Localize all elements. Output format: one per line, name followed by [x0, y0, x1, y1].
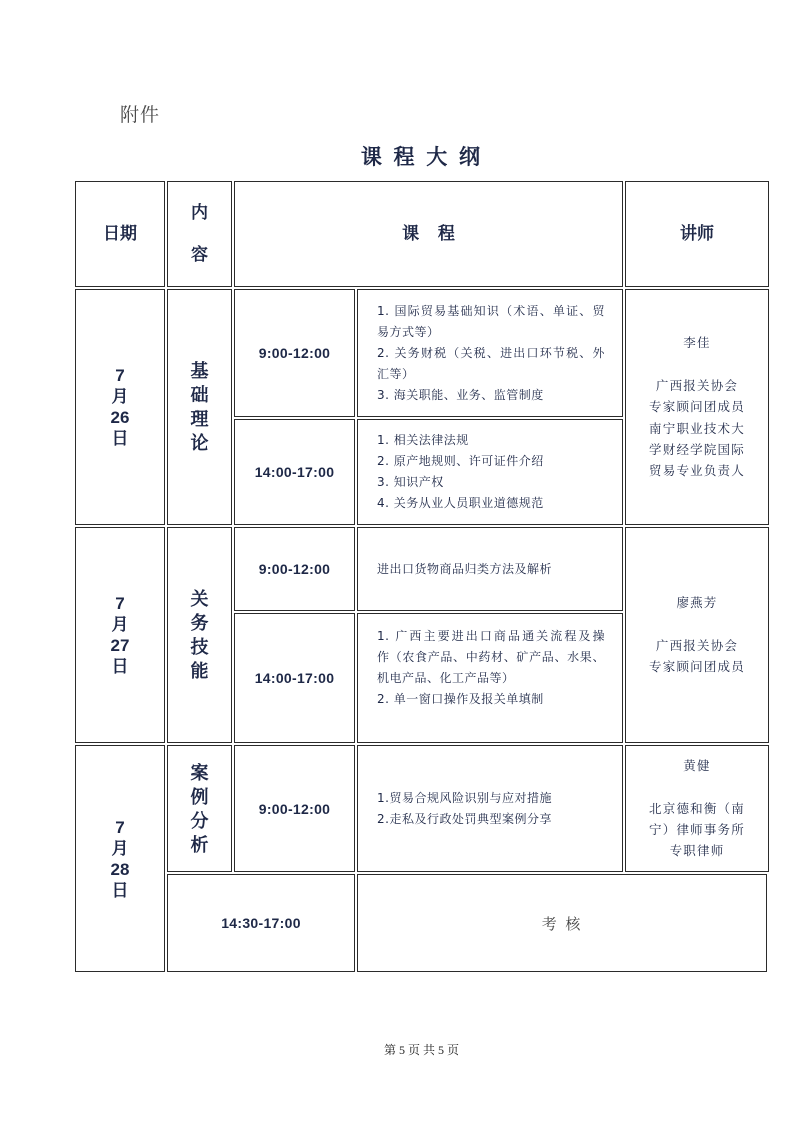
- page-footer: 第 5 页 共 5 页: [383, 1043, 459, 1057]
- lecturer-bio-line: 专家顾问团成员: [649, 659, 745, 675]
- course-line: 机电产品、化工产品等）: [377, 671, 515, 685]
- date-line: 日: [111, 657, 129, 676]
- date-line: 月: [111, 615, 129, 634]
- topic-cell: [167, 527, 232, 743]
- lecturer-cell: [625, 289, 769, 525]
- course-content: [377, 626, 605, 710]
- session-time-cell: [234, 745, 355, 872]
- course-line: 1.贸易合规风险识别与应对措施: [377, 790, 552, 805]
- header-course-cell: [234, 181, 623, 287]
- lecturer-info: [649, 755, 745, 861]
- course-line: 2. 单一窗口操作及报关单填制: [377, 692, 544, 706]
- date-line: 7: [115, 594, 125, 613]
- date-cell: [75, 527, 165, 743]
- date-cell: [75, 289, 165, 525]
- course-cell: [357, 289, 623, 417]
- course-line: 1. 国际贸易基础知识（术语、单证、贸: [377, 303, 605, 318]
- lecturer-bio-line: 南宁职业技术大: [649, 420, 745, 436]
- lecturer-bio-line: 广西报关协会: [655, 378, 739, 394]
- session-time: 14:00-17:00: [254, 464, 335, 480]
- course-line: 4. 关务从业人员职业道德规范: [377, 496, 544, 510]
- topic-label: 关务技能: [190, 589, 209, 681]
- topic-label: 案例分析: [190, 762, 209, 855]
- session-time-cell: [234, 527, 355, 611]
- session-time-cell: [167, 874, 355, 972]
- session-time: 14:00-17:00: [254, 670, 335, 686]
- lecturer-bio-line: 贸易专业负责人: [649, 463, 745, 479]
- course-line: 汇等）: [377, 366, 415, 381]
- lecturer-cell: [625, 745, 769, 872]
- course-line: 3. 海关职能、业务、监管制度: [377, 387, 544, 402]
- course-content: [377, 430, 605, 514]
- session-time-cell: [234, 613, 355, 743]
- lecturer-bio-line: 学财经学院国际: [649, 441, 745, 457]
- date-label: [111, 593, 130, 677]
- date-line: 27: [110, 636, 130, 655]
- course-content: [377, 301, 605, 406]
- course-cell: [357, 745, 623, 872]
- header-content-cell: [167, 181, 232, 287]
- course-cell: [357, 613, 623, 743]
- date-line: 7: [115, 366, 125, 385]
- course-content: [377, 559, 605, 580]
- course-cell: [357, 527, 623, 611]
- date-line: 月: [111, 838, 129, 858]
- date-label: [111, 365, 130, 449]
- lecturer-info: [649, 592, 745, 677]
- course-line: 1. 相关法律法规: [377, 433, 469, 447]
- lecturer-bio-line: 专家顾问团成员: [649, 399, 745, 415]
- session-time-cell: [234, 289, 355, 417]
- course-line: 易方式等）: [377, 324, 440, 339]
- course-line: 2.走私及行政处罚典型案例分享: [377, 811, 552, 826]
- course-line: 2. 关务财税（关税、进出口环节税、外: [377, 345, 605, 360]
- header-course: 课 程: [402, 224, 455, 243]
- session-time: 9:00-12:00: [258, 345, 331, 361]
- lecturer-name: 廖燕芳: [676, 595, 718, 611]
- lecturer-cell: [625, 527, 769, 743]
- topic-cell: [167, 289, 232, 525]
- course-line: 2. 原产地规则、许可证件介绍: [377, 454, 544, 468]
- lecturer-bio-line: 北京德和衡（南: [649, 800, 745, 816]
- session-time-cell: [234, 419, 355, 525]
- lecturer-bio-line: 宁）律师事务所: [649, 822, 745, 838]
- date-line: 日: [111, 429, 129, 448]
- lecturer-name: 黄健: [683, 758, 711, 774]
- topic-label: 基础理论: [190, 361, 209, 453]
- page-title: 课 程 大 纲: [360, 145, 483, 169]
- date-label: [111, 817, 130, 901]
- attachment-label: 附件: [120, 104, 161, 126]
- session-time: 14:30-17:00: [221, 915, 301, 931]
- topic-cell: [167, 745, 232, 872]
- course-cell: [357, 419, 623, 525]
- course-line: 1. 广西主要进出口商品通关流程及操: [377, 629, 605, 643]
- lecturer-bio-line: 广西报关协会: [655, 638, 739, 653]
- course-line: 3. 知识产权: [377, 475, 444, 489]
- header-date: 日期: [103, 224, 137, 243]
- date-cell: [75, 745, 165, 972]
- lecturer-bio-line: 专职律师: [669, 843, 725, 859]
- course-line: 作（农食产品、中药材、矿产品、水果、: [377, 650, 605, 664]
- session-time: 9:00-12:00: [258, 800, 331, 817]
- date-line: 月: [111, 387, 129, 406]
- header-date-cell: [75, 181, 165, 287]
- assessment-cell: [357, 874, 767, 972]
- date-line: 7: [115, 817, 125, 837]
- lecturer-name: 李佳: [683, 335, 711, 351]
- session-time: 9:00-12:00: [258, 561, 331, 577]
- header-lecturer: 讲师: [680, 224, 714, 243]
- course-line: 进出口货物商品归类方法及解析: [377, 561, 553, 576]
- header-lecturer-cell: [625, 181, 769, 287]
- course-content: [377, 788, 605, 830]
- lecturer-info: [649, 332, 745, 481]
- header-content: 内容: [191, 203, 208, 264]
- date-line: 日: [111, 880, 129, 900]
- date-line: 26: [110, 408, 130, 427]
- date-line: 28: [110, 859, 130, 879]
- assessment-label: 考 核: [541, 914, 583, 933]
